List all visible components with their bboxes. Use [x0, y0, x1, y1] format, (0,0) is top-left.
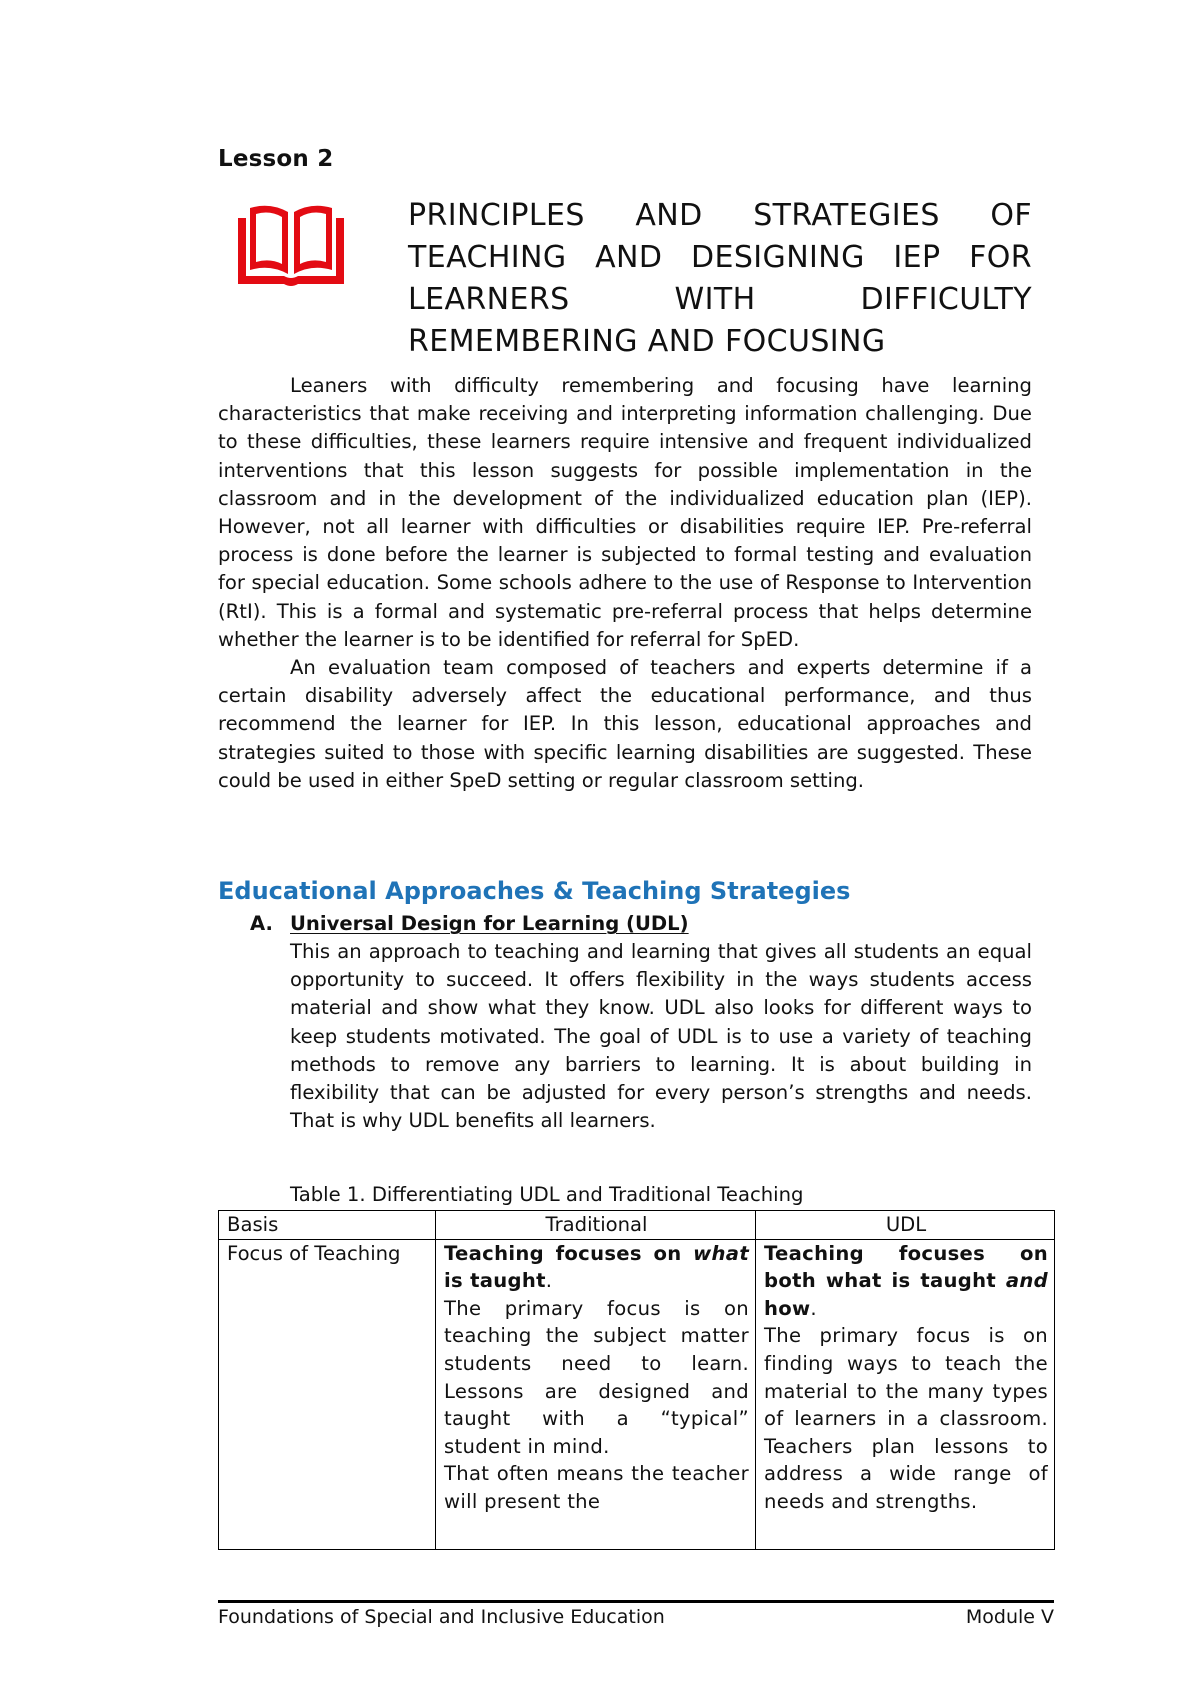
footer-course-title: Foundations of Special and Inclusive Education [218, 1606, 665, 1628]
table-header-row [219, 1211, 1055, 1240]
column-header-udl: UDL [756, 1211, 1055, 1240]
traditional-lead [444, 1240, 749, 1295]
lead-period: . [810, 1296, 817, 1320]
footer-module: Module V [965, 1606, 1054, 1628]
traditional-cell [436, 1239, 756, 1549]
udl-title: Universal Design for Learning (UDL) [290, 912, 689, 935]
section-heading: Educational Approaches & Teaching Strategies [218, 877, 851, 905]
intro-paragraph: Leaners with difficulty remembering and focusing have learning characteristics that make receiving and interpreting information challenging. Due to these difficulties, these learners require intensive and frequent individualized interventions that this lesson suggests for possible implementation in the classroom and in the development of the individualized education plan (IEP). However, not all learner with difficulties or disabilities require IEP. Pre-referral process is done before the learner is subjected to formal testing and evaluation for special education. Some schools adhere to the use of Response to Intervention (RtI). This is a formal and systematic pre-referral process that helps determine whether the learner is to be identified for referral for SpED. [218, 374, 1032, 651]
title-line: REMEMBERING AND FOCUSING [408, 324, 886, 359]
lesson-label: Lesson 2 [218, 146, 334, 172]
lead-period: . [545, 1269, 553, 1293]
udl-heading [250, 910, 1032, 938]
lead-emphasis: what [693, 1241, 749, 1265]
lead-text: Teaching focuses on both what is taught [764, 1241, 1048, 1293]
table-caption: Table 1. Differentiating UDL and Traditional Teaching [290, 1183, 804, 1206]
column-header-traditional: Traditional [436, 1211, 756, 1240]
lead-emphasis: and [1005, 1269, 1048, 1293]
title-line: TEACHING AND DESIGNING IEP FOR [408, 240, 1032, 275]
basis-cell: Focus of Teaching [219, 1239, 436, 1549]
title-line: LEARNERS WITH DIFFICULTY [408, 282, 1032, 317]
traditional-paragraph: The primary focus is on teaching the subject matter students need to learn. Lessons are designed and taught with a “typical” student in mind. [444, 1296, 749, 1458]
list-letter: A. [250, 912, 273, 935]
comparison-table [218, 1210, 1055, 1550]
udl-description: This an approach to teaching and learning that gives all students an equal opportunity to succeed. It offers flexibility in the ways students access material and show what they know. UDL also looks for different ways to keep students motivated. The goal of UDL is to use a variety of teaching methods to remove any barriers to learning. It is about building in flexibility that can be adjusted for every person’s strengths and needs. That is why UDL benefits all learners. [290, 940, 1032, 1133]
table-row [219, 1239, 1055, 1549]
intro-text [218, 372, 1032, 795]
udl-paragraph: The primary focus is on finding ways to teach the material to the many types of learners in a classroom. Teachers plan lessons to address a wide range of needs and strengths. [764, 1324, 1048, 1513]
udl-section [250, 910, 1032, 1135]
traditional-paragraph: That often means the teacher will present the [444, 1462, 749, 1513]
udl-lead [764, 1240, 1048, 1323]
column-header-basis: Basis [219, 1211, 436, 1240]
udl-cell [756, 1239, 1055, 1549]
book-icon [236, 202, 346, 288]
lead-text: how [764, 1296, 811, 1320]
title-line: PRINCIPLES AND STRATEGIES OF [408, 198, 1032, 233]
lead-text: Teaching focuses on [444, 1241, 694, 1265]
lesson-title [408, 195, 1032, 363]
footer-divider [218, 1600, 1054, 1603]
lead-text: is taught [444, 1269, 546, 1293]
intro-paragraph: An evaluation team composed of teachers and experts determine if a certain disability adversely affect the educational performance, and thus recommend the learner for IEP. In this lesson, educational approaches and strategies suited to those with specific learning disabilities are suggested. These could be used in either SpeD setting or regular classroom setting. [218, 656, 1032, 792]
